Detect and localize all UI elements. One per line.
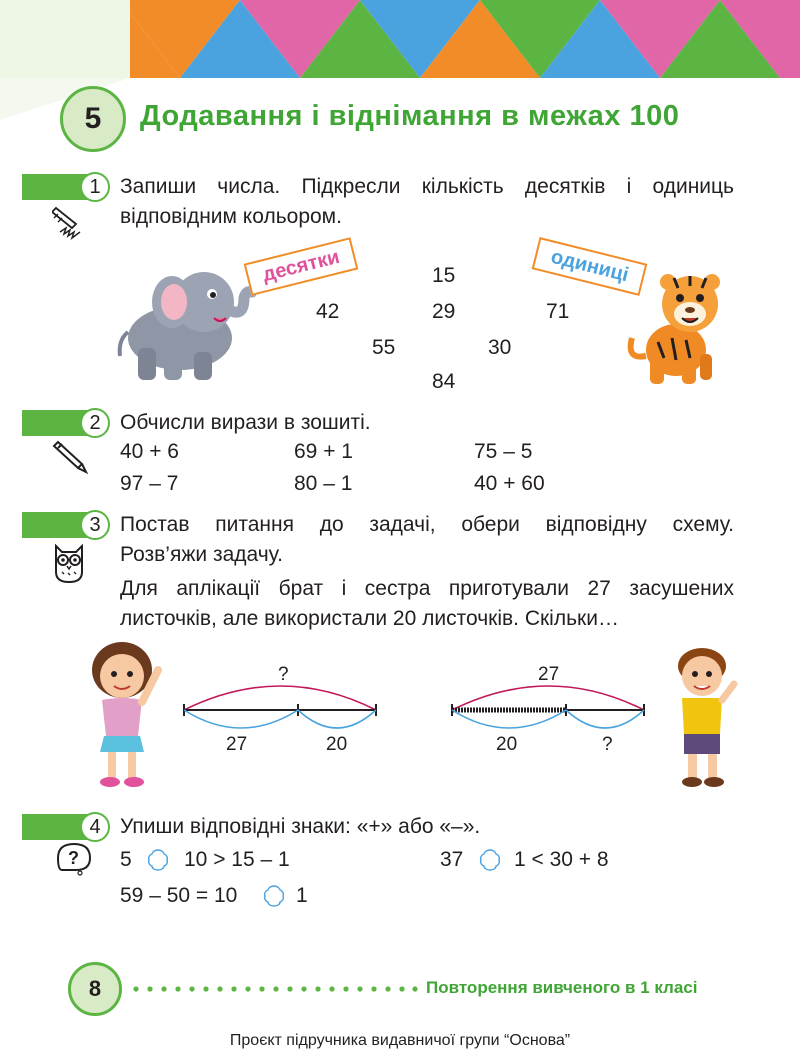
number-item: 84 bbox=[432, 370, 456, 393]
task4-row2-left: 59 – 50 = 10 bbox=[120, 884, 238, 907]
scheme2-right-label: ? bbox=[602, 734, 613, 755]
number-item: 29 bbox=[432, 300, 456, 323]
label-tens: десятки bbox=[244, 237, 359, 296]
number-item: 71 bbox=[546, 300, 570, 323]
footer-dots bbox=[132, 978, 418, 1000]
scheme2-top-label: 27 bbox=[538, 664, 560, 685]
pencil-write-icon bbox=[52, 204, 86, 240]
page-number: 8 bbox=[88, 976, 102, 1001]
expression: 75 – 5 bbox=[474, 440, 533, 463]
tiger-illustration bbox=[620, 268, 730, 386]
svg-text:?: ? bbox=[68, 848, 79, 868]
scheme1-top-label: ? bbox=[278, 664, 289, 685]
task4-text: Упиши відповідні знаки: «+» або «–». bbox=[120, 815, 481, 838]
problem-line2: листочків, але використали 20 листочків. Скільки… bbox=[120, 607, 619, 630]
number-item: 30 bbox=[488, 336, 512, 359]
task3-number: 3 bbox=[80, 510, 110, 540]
lesson-number: 5 bbox=[84, 102, 102, 135]
scheme1-left-label: 27 bbox=[226, 734, 248, 755]
answer-blank[interactable] bbox=[262, 884, 286, 908]
pencil-icon bbox=[52, 438, 88, 474]
scheme1-right-label: 20 bbox=[326, 734, 348, 755]
owl-icon bbox=[52, 540, 86, 584]
task4-row1b-right: 1 < 30 + 8 bbox=[514, 848, 609, 871]
boy-illustration bbox=[668, 644, 744, 790]
number-item: 55 bbox=[372, 336, 396, 359]
girl-illustration bbox=[78, 640, 176, 790]
task3-text-line2: Розв’яжи задачу. bbox=[120, 543, 283, 566]
expression: 80 – 1 bbox=[294, 472, 353, 495]
expression: 69 + 1 bbox=[294, 440, 353, 463]
publisher-caption: Проєкт підручника видавничої групи “Основа” bbox=[229, 1032, 571, 1049]
task2-number: 2 bbox=[80, 408, 110, 438]
task4-number: 4 bbox=[80, 812, 110, 842]
answer-blank[interactable] bbox=[146, 848, 170, 872]
lesson-title: Додавання і віднімання в межах 100 bbox=[140, 100, 680, 132]
scheme2-left-label: 20 bbox=[496, 734, 518, 755]
number-item: 42 bbox=[316, 300, 340, 323]
number-item: 15 bbox=[432, 264, 456, 287]
label-ones: одиниці bbox=[532, 237, 648, 296]
task1-text-line1: Запиши числа. Підкресли кількість десятків і одиниць bbox=[120, 175, 734, 198]
lesson-number-badge bbox=[60, 86, 126, 152]
task3-text-line1: Постав питання до задачі, обери відповідну схему. bbox=[120, 513, 734, 536]
task1-number: 1 bbox=[80, 172, 110, 202]
answer-blank[interactable] bbox=[478, 848, 502, 872]
page-number-badge bbox=[68, 962, 122, 1016]
task4-row1a-left: 5 bbox=[120, 848, 132, 871]
task2-text: Обчисли вирази в зошиті. bbox=[120, 411, 371, 434]
task1-text-line2: відповідним кольором. bbox=[120, 205, 342, 228]
expression: 97 – 7 bbox=[120, 472, 179, 495]
expression: 40 + 60 bbox=[474, 472, 545, 495]
task4-row1a-right: 10 > 15 – 1 bbox=[184, 848, 290, 871]
problem-line1: Для аплікації брат і сестра приготували 27 засушених bbox=[120, 577, 734, 600]
expression: 40 + 6 bbox=[120, 440, 179, 463]
section-title: Повторення вивченого в 1 класі bbox=[426, 978, 698, 997]
elephant-illustration bbox=[116, 262, 256, 382]
task4-row2-right: 1 bbox=[296, 884, 308, 907]
question-head-icon bbox=[56, 842, 92, 876]
task4-row1b-left: 37 bbox=[440, 848, 464, 871]
